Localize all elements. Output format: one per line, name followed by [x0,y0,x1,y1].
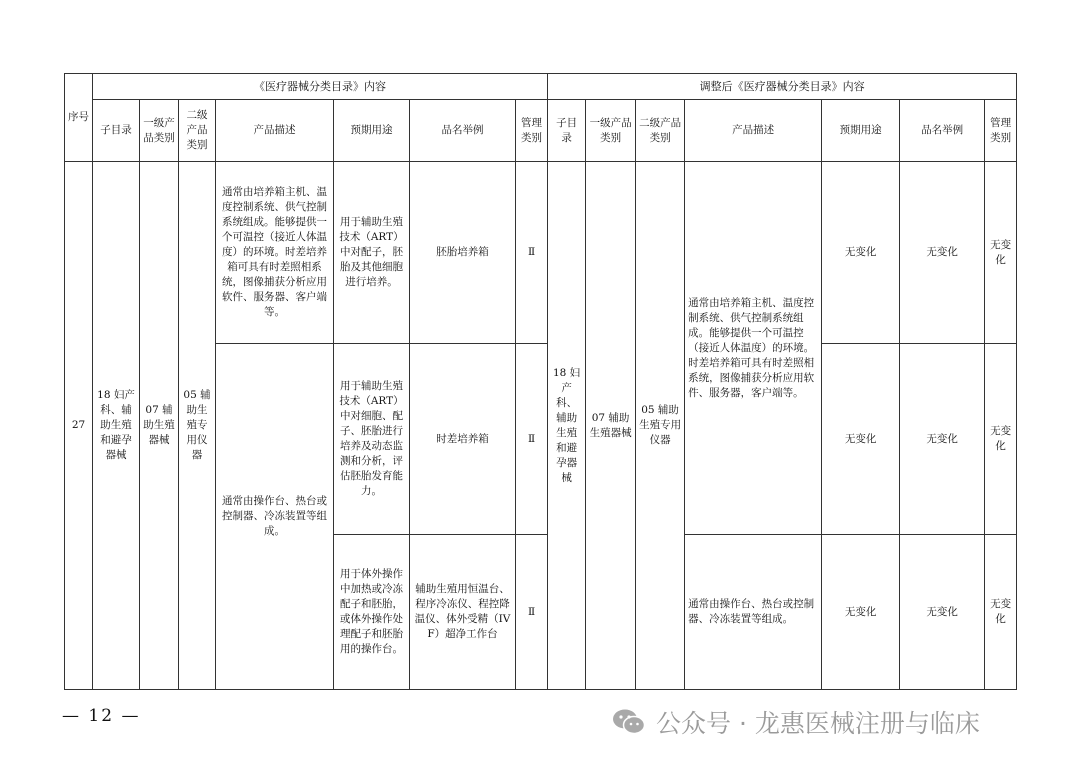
seq-cell: 27 [65,162,93,690]
left-class-2-cell: Ⅱ [516,344,548,535]
right-name-2-cell: 无变化 [900,344,985,535]
header-right-class: 管理类别 [985,100,1017,162]
watermark [612,704,980,740]
header-left-subdir: 子目录 [93,100,140,162]
right-level1-cell: 07 辅助生殖器械 [586,162,636,690]
header-left-use: 预期用途 [334,100,410,162]
right-level2-cell: 05 辅助生殖专用仪器 [636,162,685,690]
watermark-text: 公众号 · 龙惠医械注册与临床 [656,709,980,738]
left-name-1-cell: 胚胎培养箱 [410,162,516,344]
header-seq: 序号 [65,74,93,162]
right-subdir-cell: 18 妇产科、辅助生殖和避孕器械 [548,162,586,690]
header-right-level2: 二级产品类别 [636,100,685,162]
left-name-3-cell: 辅助生殖用恒温台、程序冷冻仪、程控降温仪、体外受精（IVF）超净工作台 [410,535,516,690]
right-use-3-cell: 无变化 [822,535,900,690]
right-use-2-cell: 无变化 [822,344,900,535]
header-right-level1: 一级产品类别 [586,100,636,162]
classification-table [64,73,1017,690]
left-use-2-cell: 用于辅助生殖技术（ART）中对细胞、配子、胚胎进行培养及动态监测和分析，评估胚胎发育能力。 [334,344,410,535]
header-left-desc: 产品描述 [216,100,334,162]
left-desc-2-cell: 通常由操作台、热台或控制器、冷冻装置等组成。 [216,344,334,690]
right-desc-1-cell: 通常由培养箱主机、温度控制系统、供气控制系统组成。能够提供一个可温控（接近人体温度）的环境。时差培养箱可具有时差照相系统，图像捕获分析应用软件、服务器，客户端等。 [685,162,822,535]
left-use-3-cell: 用于体外操作中加热或冷冻配子和胚胎，或体外操作处理配子和胚胎用的操作台。 [334,535,410,690]
right-class-2-cell: 无变化 [985,344,1017,535]
left-class-1-cell: Ⅱ [516,162,548,344]
header-right-use: 预期用途 [822,100,900,162]
header-left-level2: 二级产品类别 [179,100,216,162]
page-number: — 12 — [62,706,141,726]
left-group-header: 《医疗器械分类目录》内容 [93,74,548,100]
header-right-name: 品名举例 [900,100,985,162]
header-left-name: 品名举例 [410,100,516,162]
left-level1-cell: 07 辅助生殖器械 [140,162,179,690]
right-name-1-cell: 无变化 [900,162,985,344]
right-class-1-cell: 无变化 [985,162,1017,344]
left-use-1-cell: 用于辅助生殖技术（ART）中对配子，胚胎及其他细胞进行培养。 [334,162,410,344]
right-use-1-cell: 无变化 [822,162,900,344]
wechat-icon [612,708,646,736]
right-class-3-cell: 无变化 [985,535,1017,690]
right-name-3-cell: 无变化 [900,535,985,690]
header-right-desc: 产品描述 [685,100,822,162]
left-level2-cell: 05 辅助生殖专用仪器 [179,162,216,690]
right-desc-2-cell: 通常由操作台、热台或控制器、冷冻装置等组成。 [685,535,822,690]
right-group-header: 调整后《医疗器械分类目录》内容 [548,74,1017,100]
left-subdir-cell: 18 妇产科、辅助生殖和避孕器械 [93,162,140,690]
header-right-subdir: 子目录 [548,100,586,162]
left-class-3-cell: Ⅱ [516,535,548,690]
left-name-2-cell: 时差培养箱 [410,344,516,535]
header-left-class: 管理类别 [516,100,548,162]
left-desc-1-cell: 通常由培养箱主机、温度控制系统、供气控制系统组成。能够提供一个可温控（接近人体温度）的环境。时差培养箱可具有时差照相系统，图像捕获分析应用软件、服务器、客户端等。 [216,162,334,344]
header-left-level1: 一级产品类别 [140,100,179,162]
